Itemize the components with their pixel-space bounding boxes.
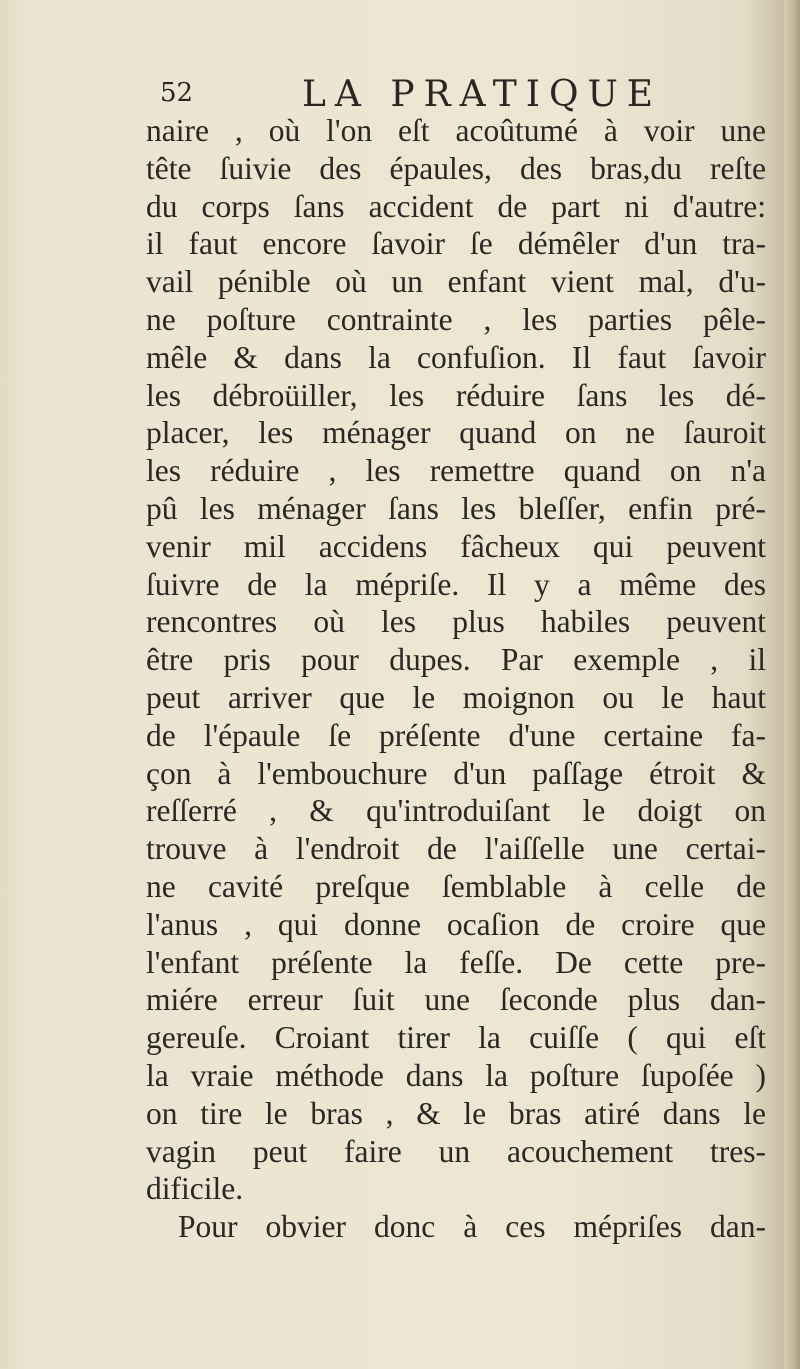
text-line: il faut encore ſavoir ſe démêler d'un tra- bbox=[146, 226, 766, 262]
text-line: miére erreur ſuit une ſeconde plus dan- bbox=[146, 982, 766, 1018]
body-text bbox=[146, 112, 766, 1246]
text-line: les débroüiller, les réduire ſans les dé- bbox=[146, 377, 766, 413]
text-line: Pour obvier donc à ces mépriſes dan- bbox=[178, 1209, 766, 1245]
text-line: de l'épaule ſe préſente d'une certaine fa- bbox=[146, 717, 766, 753]
text-line: pû les ménager ſans les bleſſer, enfin pré- bbox=[146, 490, 766, 526]
text-line: ne cavité preſque ſemblable à celle de bbox=[146, 868, 766, 904]
text-line: trouve à l'endroit de l'aiſſelle une certai- bbox=[146, 831, 766, 867]
text-line: du corps ſans accident de part ni d'autre: bbox=[146, 188, 766, 224]
text-line: vagin peut faire un acouchement tres- bbox=[146, 1133, 766, 1169]
text-line: naire , où l'on eſt acoûtumé à voir une bbox=[146, 113, 766, 148]
text-line: la vraie méthode dans la poſture ſupoſée ) bbox=[146, 1057, 766, 1093]
text-line: ſuivre de la mépriſe. Il y a même des bbox=[146, 566, 766, 602]
text-line: venir mil accidens fâcheux qui peuvent bbox=[146, 528, 766, 564]
text-line: tête ſuivie des épaules, des bras,du reſte bbox=[146, 150, 766, 186]
text-line: être pris pour dupes. Par exemple , il bbox=[146, 642, 766, 678]
text-line: gereuſe. Croiant tirer la cuiſſe ( qui eſt bbox=[146, 1020, 766, 1056]
text-line: rencontres où les plus habiles peuvent bbox=[146, 604, 766, 640]
page-number: 52 bbox=[160, 78, 194, 108]
text-line: les réduire , les remettre quand on n'a bbox=[146, 453, 766, 489]
text-line: l'anus , qui donne ocaſion de croire que bbox=[146, 906, 766, 942]
text-line: vail pénible où un enfant vient mal, d'u- bbox=[146, 264, 766, 300]
running-title: LA PRATIQUE bbox=[302, 74, 663, 115]
text-line: on tire le bras , & le bras atiré dans le bbox=[146, 1095, 766, 1131]
text-line: mêle & dans la confuſion. Il faut ſavoir bbox=[146, 339, 766, 375]
text-line: reſſerré , & qu'introduiſant le doigt on bbox=[146, 793, 766, 829]
text-line: placer, les ménager quand on ne ſauroit bbox=[146, 415, 766, 451]
text-line: çon à l'embouchure d'un paſſage étroit & bbox=[146, 755, 766, 791]
text-line: peut arriver que le moignon ou le haut bbox=[146, 679, 766, 715]
text-line: dificile. bbox=[146, 1171, 244, 1207]
text-line: ne poſture contrainte , les parties pêle- bbox=[146, 301, 766, 337]
text-line: l'enfant préſente la feſſe. De cette pre- bbox=[146, 944, 766, 980]
page-gutter-edge bbox=[784, 0, 800, 1369]
